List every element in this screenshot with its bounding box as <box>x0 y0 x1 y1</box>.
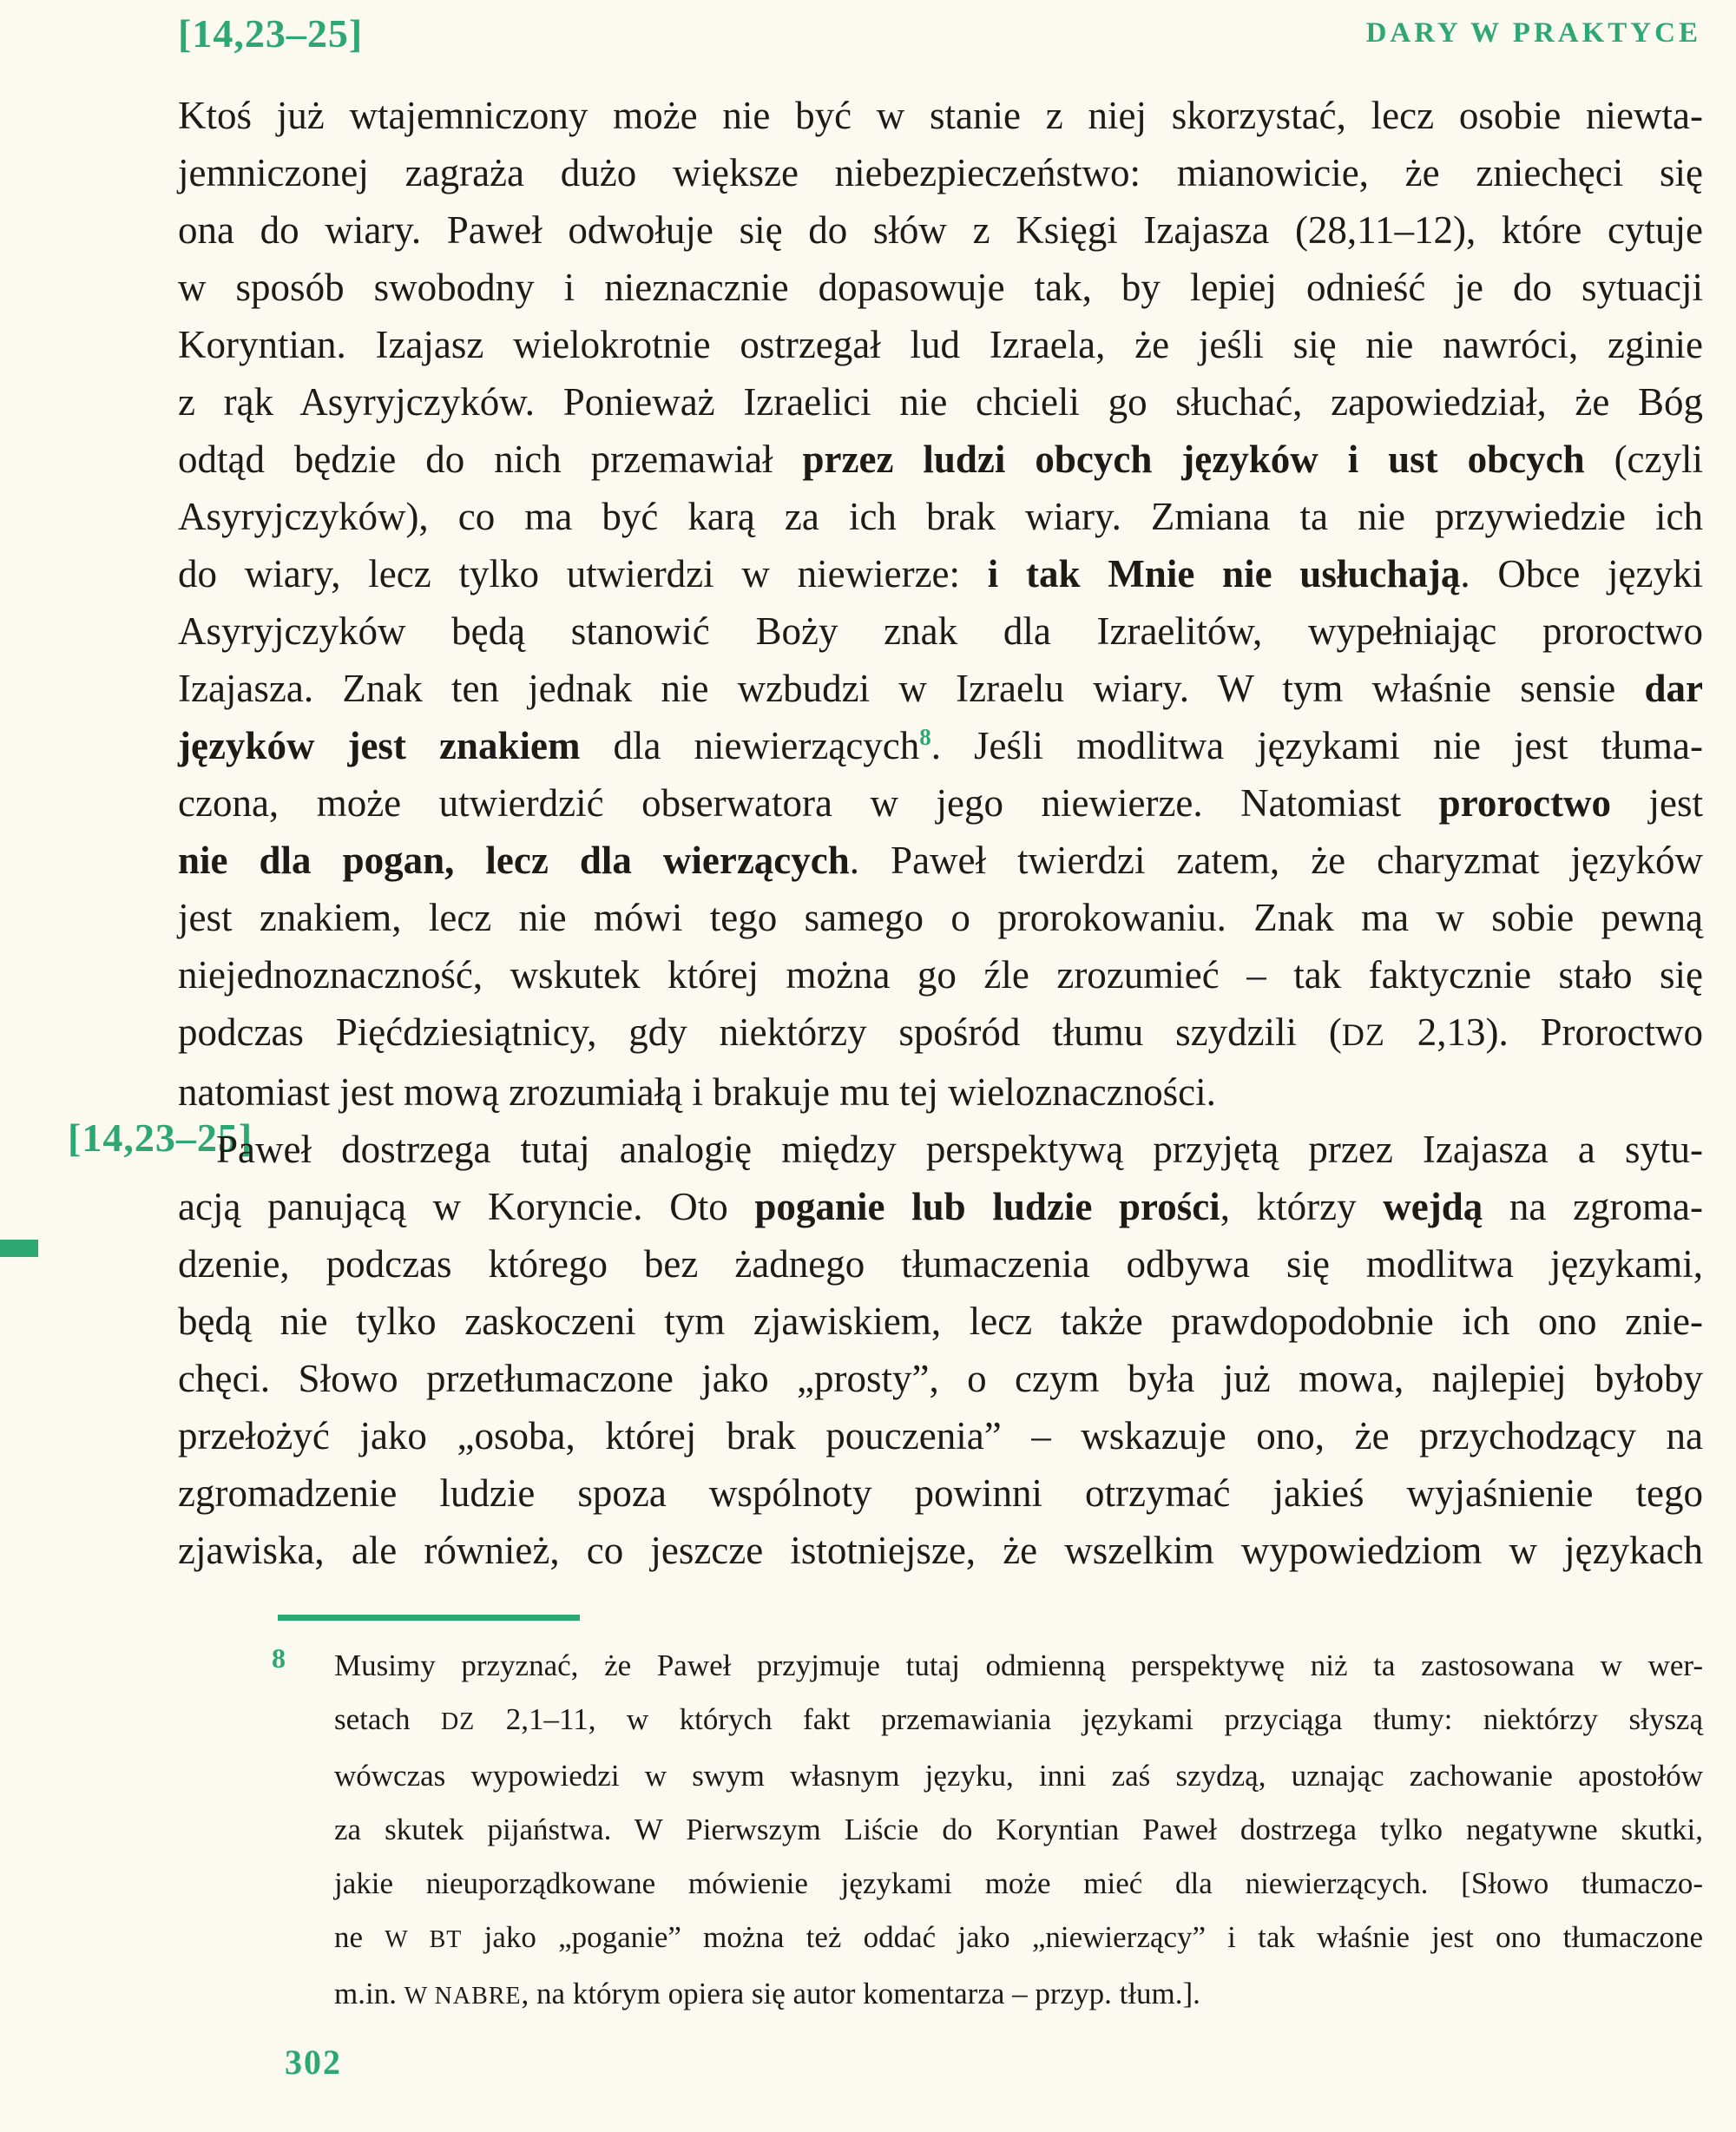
text-segment: . Paweł twierdzi zatem, że charyzmat języków <box>849 839 1704 882</box>
text-segment: czona, może utwierdzić obserwatora w jego niewierze. Natomiast <box>178 781 1439 825</box>
text-segment: dzenie, podczas którego bez żadnego tłumaczenia odbywa się modlitwa językami, <box>178 1242 1703 1286</box>
footnote-number: 8 <box>272 1642 286 1674</box>
text-segment: poganie lub ludzie prości <box>754 1185 1220 1228</box>
running-title: DARY W PRAKTYCE <box>1365 17 1701 49</box>
text-line <box>178 259 1703 316</box>
text-line <box>178 316 1703 373</box>
body-text <box>178 87 1703 1579</box>
text-segment: chęci. Słowo przetłumaczone jako „prosty”, o czym była już mowa, najlepiej byłoby <box>178 1357 1703 1400</box>
text-segment: Musimy przyznać, że Paweł przyjmuje tutaj odmienną perspektywę niż ta zastosowana w wer- <box>334 1648 1703 1682</box>
text-segment: Paweł dostrzega tutaj analogię między perspektywą przyjętą przez Izajasza a sytu- <box>216 1128 1703 1171</box>
text-segment: , na którym opiera się autor komentarza – przyp. tłum.]. <box>521 1977 1200 2010</box>
text-segment: na zgroma- <box>1483 1185 1703 1228</box>
text-segment: odtąd będzie do nich przemawiał <box>178 438 803 481</box>
margin-highlight-dash <box>0 1240 38 1257</box>
text-segment: jakie nieuporządkowane mówienie językami może mieć dla niewierzących. [Słowo tłumaczo- <box>334 1866 1703 1900</box>
text-segment: setach <box>334 1702 441 1736</box>
footnote-marker: 8 <box>919 724 931 750</box>
text-segment: (czyli <box>1584 438 1704 481</box>
text-line <box>178 1178 1703 1235</box>
text-segment: z rąk Asyryjczyków. Ponieważ Izraelici nie chcieli go słuchać, zapowiedział, że Bóg <box>178 380 1703 424</box>
text-line <box>178 87 1703 144</box>
text-segment: niejednoznaczność, wskutek której można go źle zrozumieć – tak faktycznie stało się <box>178 953 1703 997</box>
text-line <box>334 1967 1703 2023</box>
text-line <box>334 1857 1703 1911</box>
text-segment: . Jeśli modlitwa językami nie jest tłuma- <box>930 724 1703 767</box>
text-line <box>178 1121 1703 1178</box>
text-segment: jemniczonej zagraża dużo większe niebezpieczeństwo: mianowicie, że zniechęci się <box>178 151 1703 194</box>
text-line <box>334 1911 1703 1967</box>
text-segment: 2,1–11, w których fakt przemawiania językami przyciąga tłumy: niektórzy słyszą <box>475 1702 1704 1736</box>
text-segment: . Obce języki <box>1460 552 1704 596</box>
footnote-separator-rule <box>278 1615 580 1621</box>
text-line <box>178 144 1703 201</box>
text-line <box>178 717 1703 774</box>
text-segment: dla niewierzących <box>580 724 920 767</box>
text-line <box>178 602 1703 660</box>
text-segment: jest <box>1610 781 1703 825</box>
text-line <box>178 774 1703 832</box>
text-segment: proroctwo <box>1438 781 1611 825</box>
text-segment: natomiast jest mową zrozumiałą i brakuje mu tej wieloznaczności. <box>178 1070 1216 1114</box>
text-line <box>178 946 1703 1003</box>
text-segment: Koryntian. Izajasz wielokrotnie ostrzegał lud Izraela, że jeśli się nie nawróci, zginie <box>178 323 1703 366</box>
text-segment: dar <box>1644 667 1703 710</box>
text-segment: Ktoś już wtajemniczony może nie być w stanie z niej skorzystać, lecz osobie niewta- <box>178 94 1703 137</box>
text-segment: W NABRE <box>404 1983 522 2010</box>
text-segment: i tak Mnie nie usłuchają <box>987 552 1461 596</box>
text-segment: m.in. <box>334 1977 404 2010</box>
text-line <box>178 201 1703 259</box>
text-line <box>334 1693 1703 1749</box>
text-segment: zgromadzenie ludzie spoza wspólnoty powinni otrzymać jakieś wyjaśnienie tego <box>178 1471 1703 1515</box>
text-segment: Asyryjczyków), co ma być karą za ich brak wiary. Zmiana ta nie przywiedzie ich <box>178 495 1703 538</box>
text-segment: wówczas wypowiedzi w swym własnym języku, inni zaś szydzą, uznając zachowanie apostołów <box>334 1759 1703 1793</box>
text-segment: nie dla pogan, lecz dla wierzących <box>178 839 850 882</box>
text-segment: Izajasza. Znak ten jednak nie wzbudzi w Izraelu wiary. W tym właśnie sensie <box>178 667 1645 710</box>
text-segment: w sposób swobodny i nieznacznie dopasowuje tak, by lepiej odnieść je do sytuacji <box>178 266 1703 309</box>
text-segment: podczas Pięćdziesiątnicy, gdy niektórzy spośród tłumu szydzili ( <box>178 1010 1342 1054</box>
text-segment: ne <box>334 1920 385 1954</box>
text-segment: będą nie tylko zaskoczeni tym zjawiskiem, lecz także prawdopodobnie ich ono znie- <box>178 1300 1703 1343</box>
text-segment: za skutek pijaństwa. W Pierwszym Liście do Koryntian Paweł dostrzega tylko negatywne skutki, <box>334 1813 1703 1846</box>
text-segment: W BT <box>385 1926 463 1953</box>
paragraph-2 <box>178 1121 1703 1579</box>
verse-reference-header: [14,23–25] <box>178 11 364 56</box>
text-line <box>178 1063 1703 1121</box>
text-segment: DZ <box>440 1708 476 1735</box>
text-segment: 2,13). Proroctwo <box>1384 1010 1703 1054</box>
text-line <box>178 373 1703 431</box>
text-line <box>334 1749 1703 1803</box>
text-line <box>178 832 1703 889</box>
text-line <box>178 889 1703 946</box>
text-segment: języków jest znakiem <box>178 724 581 767</box>
footnote-text <box>334 1639 1703 2023</box>
text-line <box>178 1003 1703 1063</box>
text-line <box>178 1464 1703 1522</box>
text-line <box>334 1803 1703 1857</box>
text-segment: przez ludzi obcych języków i ust obcych <box>802 438 1585 481</box>
text-segment: DZ <box>1341 1017 1385 1052</box>
text-line <box>178 1350 1703 1407</box>
text-line <box>334 1639 1703 1693</box>
text-segment: wejdą <box>1383 1185 1483 1228</box>
text-segment: Asyryjczyków będą stanowić Boży znak dla Izraelitów, wypełniając proroctwo <box>178 609 1703 653</box>
text-segment: do wiary, lecz tylko utwierdzi w niewierze: <box>178 552 988 596</box>
text-segment: jako „poganie” można też oddać jako „niewierzący” i tak właśnie jest ono tłumaczone <box>462 1920 1703 1954</box>
paragraph-1 <box>178 87 1703 1121</box>
text-line <box>178 488 1703 545</box>
verse-reference-margin: [14,23–25] <box>68 1115 253 1160</box>
text-segment: zjawiska, ale również, co jeszcze istotniejsze, że wszelkim wypowiedziom w językach <box>178 1529 1703 1572</box>
text-line <box>178 660 1703 717</box>
text-segment: jest znakiem, lecz nie mówi tego samego o prorokowaniu. Znak ma w sobie pewną <box>178 896 1703 939</box>
text-segment: acją panującą w Koryncie. Oto <box>178 1185 755 1228</box>
text-line <box>178 545 1703 602</box>
text-line <box>178 1235 1703 1293</box>
page-number: 302 <box>285 2043 342 2082</box>
text-segment: przełożyć jako „osoba, której brak pouczenia” – wskazuje ono, że przychodzący na <box>178 1414 1703 1458</box>
text-segment: ona do wiary. Paweł odwołuje się do słów z Księgi Izajasza (28,11–12), które cytuje <box>178 208 1703 252</box>
text-segment: , którzy <box>1220 1185 1384 1228</box>
text-line <box>178 431 1703 488</box>
text-line <box>178 1407 1703 1464</box>
text-line <box>178 1293 1703 1350</box>
text-line <box>178 1522 1703 1579</box>
